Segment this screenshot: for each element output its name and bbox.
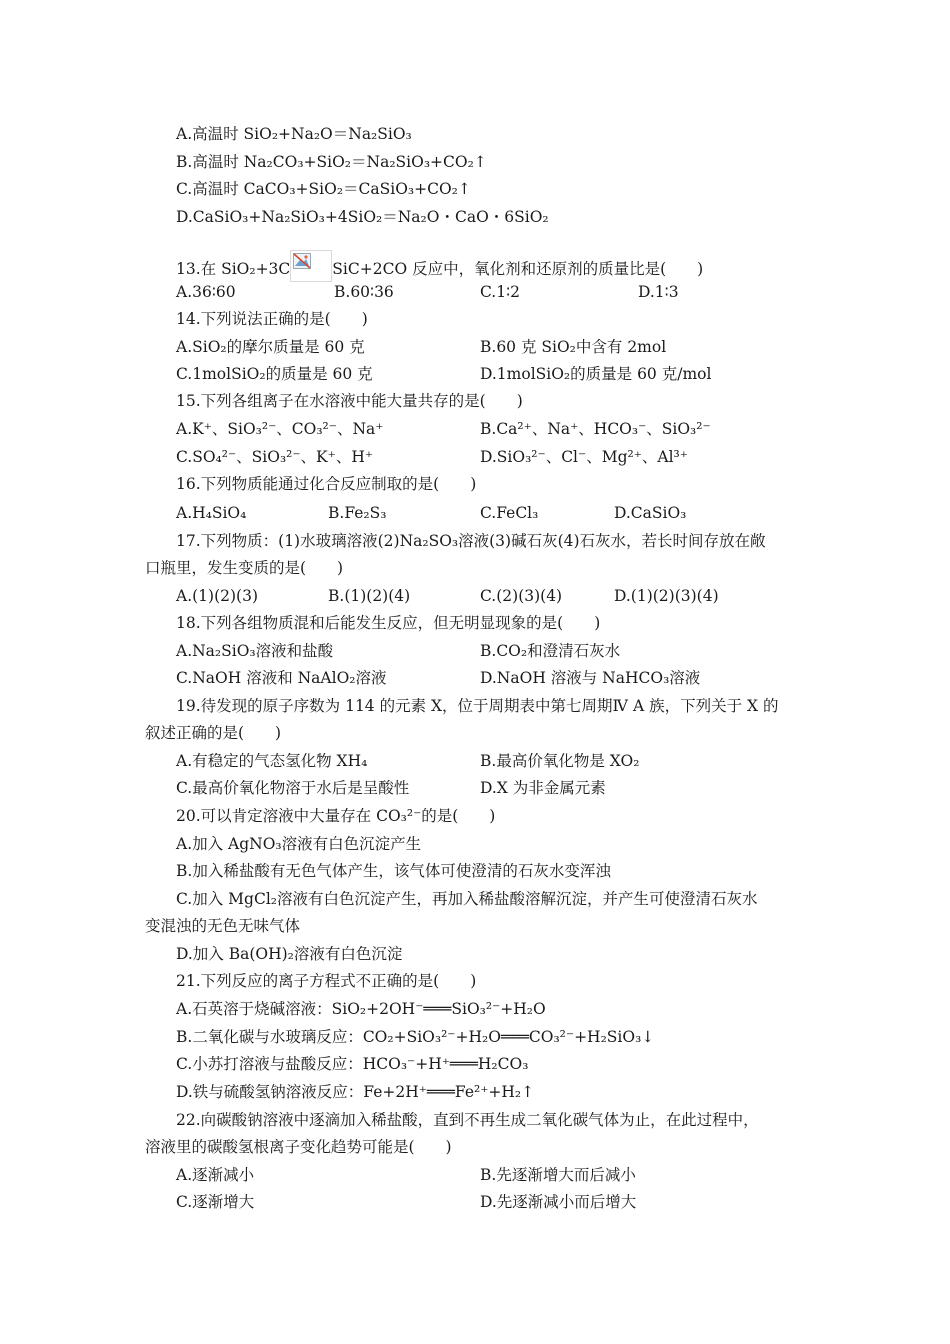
q19-option-d: D.X 为非金属元素 [480, 779, 606, 797]
q20-option-b: B.加入稀盐酸有无色气体产生，该气体可使澄清的石灰水变浑浊 [176, 862, 611, 880]
q19-option-a: A.有稳定的气态氢化物 XH₄ [176, 752, 368, 770]
q17-question-line2: 口瓶里，发生变质的是( ) [145, 559, 344, 577]
q22-option-b: B.先逐渐增大而后减小 [480, 1166, 636, 1184]
q12-option-b: B.高温时 Na₂CO₃+SiO₂＝Na₂SiO₃+CO₂↑ [176, 153, 487, 171]
q18-option-a: A.Na₂SiO₃溶液和盐酸 [176, 642, 334, 660]
q13-option-c: C.1∶2 [480, 283, 520, 301]
q22-question-line1: 22.向碳酸钠溶液中逐滴加入稀盐酸，直到不再生成二氧化碳气体为止，在此过程中， [176, 1111, 759, 1129]
q15-option-d: D.SiO₃²⁻、Cl⁻、Mg²⁺、Al³⁺ [480, 448, 688, 466]
q15-question: 15.下列各组离子在水溶液中能大量共存的是( ) [176, 392, 523, 410]
q15-option-a: A.K⁺、SiO₃²⁻、CO₃²⁻、Na⁺ [176, 420, 384, 438]
q13-question [176, 250, 703, 276]
q18-option-d: D.NaOH 溶液与 NaHCO₃溶液 [480, 669, 701, 687]
q17-option-d: D.(1)(2)(3)(4) [614, 587, 719, 605]
q17-option-b: B.(1)(2)(4) [328, 587, 411, 605]
q17-option-c: C.(2)(3)(4) [480, 587, 563, 605]
q20-option-a: A.加入 AgNO₃溶液有白色沉淀产生 [176, 835, 422, 853]
q17-question-line1: 17.下列物质：(1)水玻璃溶液(2)Na₂SO₃溶液(3)碱石灰(4)石灰水，若长时间存放在敞 [176, 532, 766, 550]
q13-option-a: A.36∶60 [176, 283, 236, 301]
q16-option-c: C.FeCl₃ [480, 504, 539, 522]
q17-option-a: A.(1)(2)(3) [176, 587, 258, 605]
q16-option-b: B.Fe₂S₃ [328, 504, 387, 522]
q16-question: 16.下列物质能通过化合反应制取的是( ) [176, 475, 477, 493]
broken-image-icon [290, 250, 332, 282]
q12-option-c: C.高温时 CaCO₃+SiO₂＝CaSiO₃+CO₂↑ [176, 180, 471, 198]
q22-question-line2: 溶液里的碳酸氢根离子变化趋势可能是( ) [145, 1138, 452, 1156]
q18-question: 18.下列各组物质混和后能发生反应，但无明显现象的是( ) [176, 614, 601, 632]
q18-option-b: B.CO₂和澄清石灰水 [480, 642, 621, 660]
q20-option-d: D.加入 Ba(OH)₂溶液有白色沉淀 [176, 945, 403, 963]
q15-option-c: C.SO₄²⁻、SiO₃²⁻、K⁺、H⁺ [176, 448, 374, 466]
q13-option-d: D.1∶3 [638, 283, 679, 301]
q13-text-post: SiC+2CO 反应中，氧化剂和还原剂的质量比是( ) [332, 260, 704, 278]
q19-question-line2: 叙述正确的是( ) [145, 724, 282, 742]
q21-option-d: D.铁与硫酸氢钠溶液反应：Fe+2H⁺═══Fe²⁺+H₂↑ [176, 1083, 535, 1101]
q14-option-a: A.SiO₂的摩尔质量是 60 克 [176, 338, 365, 356]
q15-option-b: B.Ca²⁺、Na⁺、HCO₃⁻、SiO₃²⁻ [480, 420, 711, 438]
q22-option-d: D.先逐渐减小而后增大 [480, 1193, 637, 1211]
q19-option-c: C.最高价氧化物溶于水后是呈酸性 [176, 779, 410, 797]
q22-option-a: A.逐渐减小 [176, 1166, 255, 1184]
q16-option-a: A.H₄SiO₄ [176, 504, 247, 522]
q14-question: 14.下列说法正确的是( ) [176, 310, 368, 328]
q16-option-d: D.CaSiO₃ [614, 504, 687, 522]
q19-option-b: B.最高价氧化物是 XO₂ [480, 752, 640, 770]
q21-option-b: B.二氧化碳与水玻璃反应：CO₂+SiO₃²⁻+H₂O═══CO₃²⁻+H₂SiO₃↓ [176, 1028, 655, 1046]
q22-option-c: C.逐渐增大 [176, 1193, 255, 1211]
q12-option-d: D.CaSiO₃+Na₂SiO₃+4SiO₂＝Na₂O・CaO・6SiO₂ [176, 208, 549, 226]
q13-text-pre: 13.在 SiO₂+3C [176, 260, 291, 278]
q20-option-c-line1: C.加入 MgCl₂溶液有白色沉淀产生，再加入稀盐酸溶解沉淀，并产生可使澄清石灰水 [176, 890, 758, 908]
q21-option-a: A.石英溶于烧碱溶液：SiO₂+2OH⁻═══SiO₃²⁻+H₂O [176, 1000, 546, 1018]
q21-question: 21.下列反应的离子方程式不正确的是( ) [176, 972, 477, 990]
q13-option-b: B.60∶36 [334, 283, 394, 301]
q12-option-a: A.高温时 SiO₂+Na₂O＝Na₂SiO₃ [176, 125, 412, 143]
q18-option-c: C.NaOH 溶液和 NaAlO₂溶液 [176, 669, 387, 687]
q21-option-c: C.小苏打溶液与盐酸反应：HCO₃⁻+H⁺═══H₂CO₃ [176, 1055, 529, 1073]
q14-option-b: B.60 克 SiO₂中含有 2mol [480, 338, 667, 356]
q14-option-d: D.1molSiO₂的质量是 60 克/mol [480, 365, 712, 383]
q19-question-line1: 19.待发现的原子序数为 114 的元素 X，位于周期表中第七周期Ⅳ A 族，下列关于 X 的 [176, 697, 779, 715]
q20-question: 20.可以肯定溶液中大量存在 CO₃²⁻的是( ) [176, 807, 496, 825]
q14-option-c: C.1molSiO₂的质量是 60 克 [176, 365, 373, 383]
q20-option-c-line2: 变混浊的无色无味气体 [145, 917, 301, 935]
